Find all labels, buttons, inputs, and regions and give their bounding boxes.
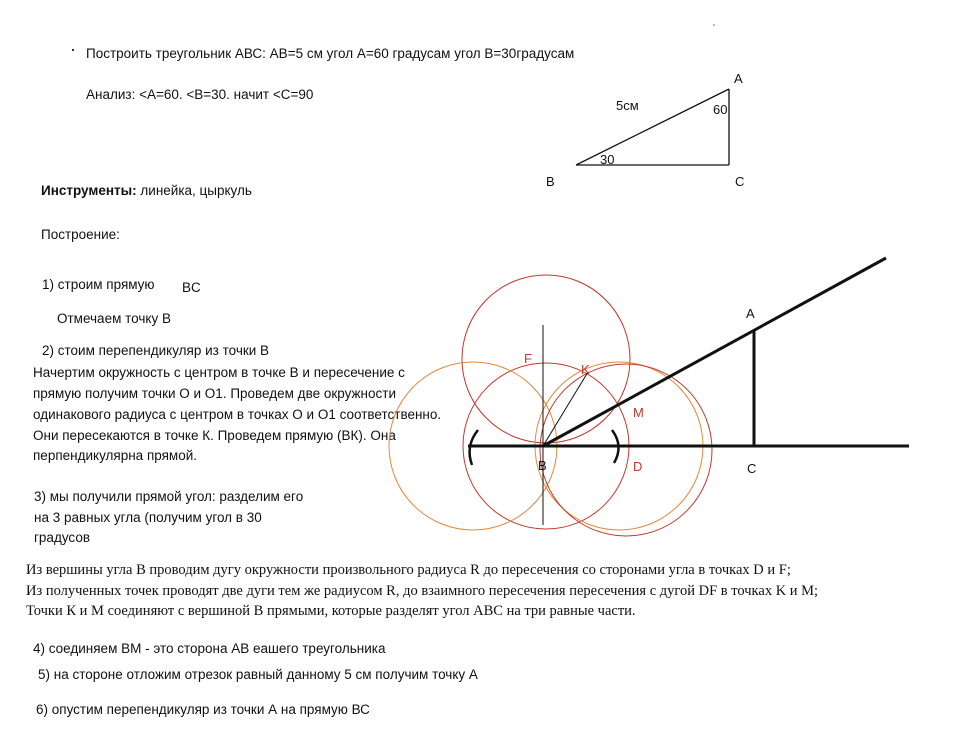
step-1-bc: BC <box>182 280 201 295</box>
label-a: A <box>746 306 755 321</box>
step-3a: 3) мы получили прямой угол: разделим его <box>34 489 304 504</box>
sketch-side-label: 5см <box>616 98 639 113</box>
step-2: 2) стоим перепендикуляр из точки В <box>42 343 270 358</box>
sketch-angle-b: 30 <box>600 152 615 167</box>
label-m: M <box>633 405 644 420</box>
perp-line-3: одинакового радиуса с центром в точках О и О1 соответственно. <box>33 407 442 422</box>
circle-right-red <box>540 364 712 536</box>
step-5: 5) на стороне отложим отрезок равный данному 5 см получим точку А <box>38 667 478 682</box>
ray-ba <box>543 258 886 446</box>
label-f: F <box>524 351 532 366</box>
perp-line-5: перпендикулярна прямой. <box>33 448 197 463</box>
label-b: B <box>538 458 547 473</box>
label-c: C <box>747 461 757 476</box>
trisection-line-1: Из вершины угла В проводим дугу окружности произвольного радиуса R до пересечения со сторонами угла в точках D и F; <box>26 562 791 578</box>
sketch-vertex-c: C <box>735 174 745 189</box>
perp-line-1: Начертим окружность с центром в точке В и пересечение с <box>33 365 405 380</box>
perp-line-2: прямую получим точки О и О1. Проведем две окружности <box>33 386 396 401</box>
perp-line-4: Они пересекаются в точке К. Проведем прямую (ВК). Она <box>33 428 396 443</box>
analysis-text: Анализ: <A=60. <B=30. начит <C=90 <box>86 87 314 102</box>
label-k: K <box>581 362 590 377</box>
step-6: 6) опустим перепендикуляр из точки А на прямую ВС <box>36 702 370 717</box>
construction-title: Построение: <box>41 227 120 242</box>
sketch-vertex-b: B <box>546 174 555 189</box>
sketch-vertex-a: A <box>734 71 743 86</box>
step-1b: Отмечаем точку В <box>57 311 171 326</box>
trisection-line-3: Точки К и М соединяют с вершиной В прямыми, которые разделят угол АВС на три равные части. <box>26 603 636 619</box>
step-3c: градусов <box>34 530 90 545</box>
step-3b: на 3 равных угла (получим угол в 30 <box>34 510 262 525</box>
tools-label: Инструменты: <box>41 183 137 198</box>
sketch-triangle <box>576 89 729 165</box>
label-d: D <box>633 459 643 474</box>
task-statement: Построить треугольник АВС: АВ=5 см угол А=60 градусам угол В=30градусам <box>86 46 575 61</box>
step-4: 4) соединяем ВМ - это сторона АВ еашего треугольника <box>33 641 386 656</box>
tools-value: линейка, цыркуль <box>136 183 252 198</box>
step-1: 1) строим прямую <box>42 277 155 292</box>
trisection-line-2: Из полученных точек проводят две дуги тем же радиусом R, до взаимного пересечения пересечения с дугой DF в точках K и M; <box>26 583 819 599</box>
sketch-angle-a: 60 <box>713 102 728 117</box>
